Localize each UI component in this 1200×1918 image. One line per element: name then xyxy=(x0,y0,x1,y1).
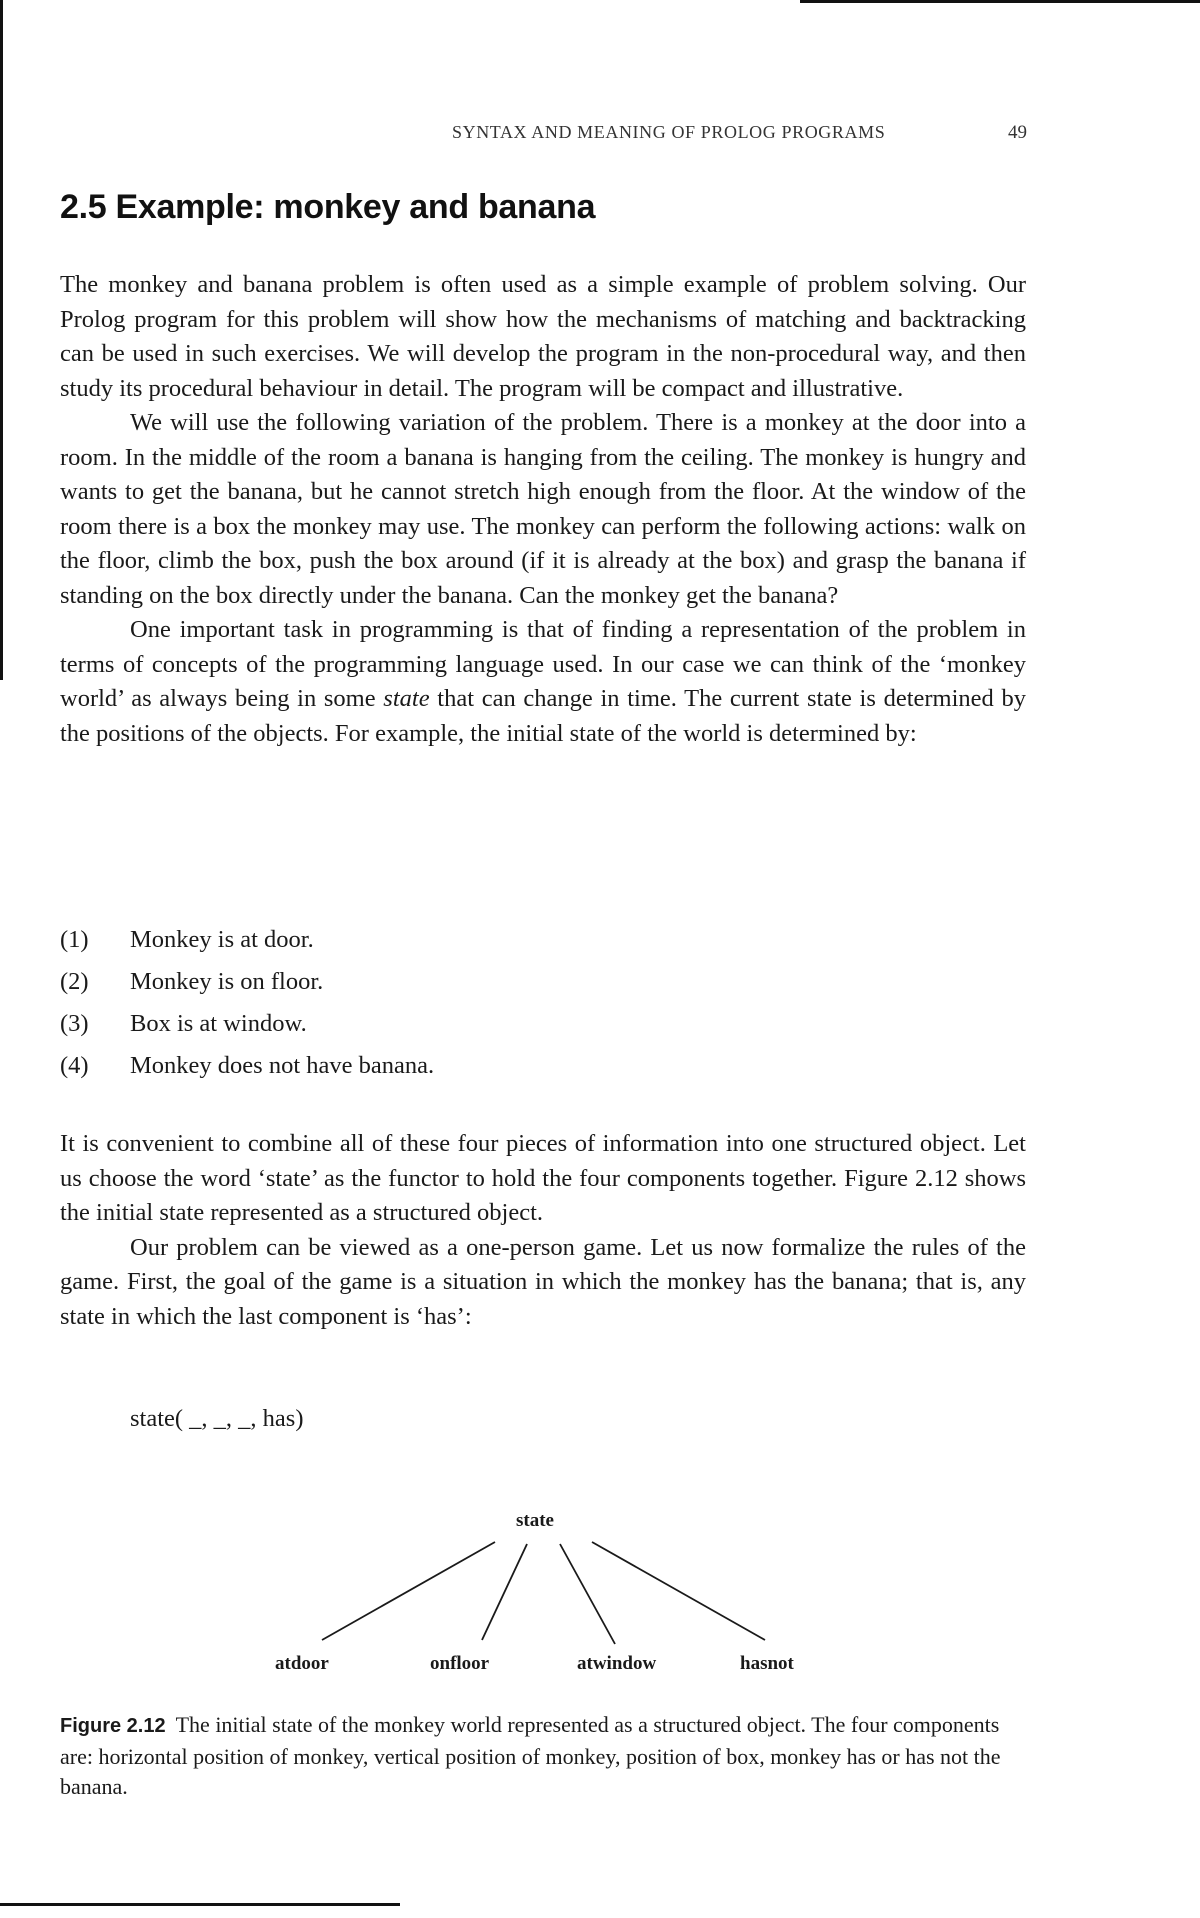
list-number: (3) xyxy=(60,1010,89,1037)
state-tree-diagram xyxy=(250,1500,850,1690)
caption-text: The initial state of the monkey world represented as a structured object. The four components are: horizontal position of monkey, vertical position of monkey, position of box, monkey has or has not the banana. xyxy=(60,1712,1001,1799)
paragraph-representation xyxy=(60,613,1026,751)
list-text: Box is at window. xyxy=(130,1010,307,1037)
list-item xyxy=(60,968,434,1010)
list-text: Monkey does not have banana. xyxy=(130,1052,435,1079)
paragraph-structured-object: It is convenient to combine all of these four pieces of information into one structured object. Let us choose the word ‘state’ as the functor to hold the four components together. Figure 2.12 shows the initial state represented as a structured object. xyxy=(60,1130,1026,1226)
edge-hasnot xyxy=(592,1542,765,1640)
list-text: Monkey is at door. xyxy=(130,926,314,953)
initial-state-list xyxy=(60,926,434,1094)
body-text-upper xyxy=(60,268,1026,751)
tree-root-state: state xyxy=(516,1510,554,1531)
section-title: 2.5 Example: monkey and banana xyxy=(60,188,596,226)
tree-leaf-atdoor: atdoor xyxy=(275,1653,329,1674)
page-number: 49 xyxy=(1008,122,1027,143)
scan-border-left xyxy=(0,0,3,680)
text-run: that can change in time. The current state is determined by the positions of the objects. For example, the initial state of the world is determined by: xyxy=(60,685,1026,747)
edge-atdoor xyxy=(322,1542,495,1640)
scan-border-top xyxy=(800,0,1200,3)
running-head: SYNTAX AND MEANING OF PROLOG PROGRAMS xyxy=(452,122,886,142)
tree-leaf-atwindow: atwindow xyxy=(577,1653,657,1674)
figure-caption xyxy=(60,1710,1026,1803)
edge-atwindow xyxy=(560,1544,615,1644)
body-text-lower xyxy=(60,1127,1026,1334)
scan-border-bottom xyxy=(0,1903,400,1906)
figure-label: Figure 2.12 xyxy=(60,1715,166,1737)
tree-leaf-hasnot: hasnot xyxy=(740,1653,794,1674)
list-number: (1) xyxy=(60,926,89,953)
emphasis-state: state xyxy=(383,685,430,712)
list-item xyxy=(60,926,434,968)
list-number: (2) xyxy=(60,968,89,995)
list-item xyxy=(60,1010,434,1052)
list-item xyxy=(60,1052,434,1094)
paragraph-game-rules: Our problem can be viewed as a one-person game. Let us now formalize the rules of the game. First, the goal of the game is a situation in which the monkey has the banana; that is, any state in which the last component is ‘has’: xyxy=(60,1233,1026,1330)
text-run: One important task in programming is that of finding a representation of the problem in terms of concepts of the programming language used. In our case we can think of the ‘monkey world’ as always being in some xyxy=(60,616,1026,712)
list-number: (4) xyxy=(60,1052,89,1079)
tree-leaf-onfloor: onfloor xyxy=(430,1653,490,1674)
paragraph-problem-statement: We will use the following variation of the problem. There is a monkey at the door into a room. In the middle of the room a banana is hanging from the ceiling. The monkey is hungry and wants to get the banana, but he cannot stretch high enough from the floor. At the window of the room there is a box the monkey may use. The monkey can perform the following actions: walk on the floor, climb the box, push the box around (if it is already at the box) and grasp the banana if standing on the box directly under the banana. Can the monkey get the banana? xyxy=(60,409,1026,609)
paragraph-intro: The monkey and banana problem is often used as a simple example of problem solving. Our Prolog program for this problem will show how the mechanisms of matching and backtracking can be used in such exercises. We will develop the program in the non-procedural way, and then study its procedural behaviour in detail. The program will be compact and illustrative. xyxy=(60,271,1026,402)
list-text: Monkey is on floor. xyxy=(130,968,324,995)
edge-onfloor xyxy=(482,1544,527,1640)
goal-state-code: state( _, _, _, has) xyxy=(130,1405,304,1432)
